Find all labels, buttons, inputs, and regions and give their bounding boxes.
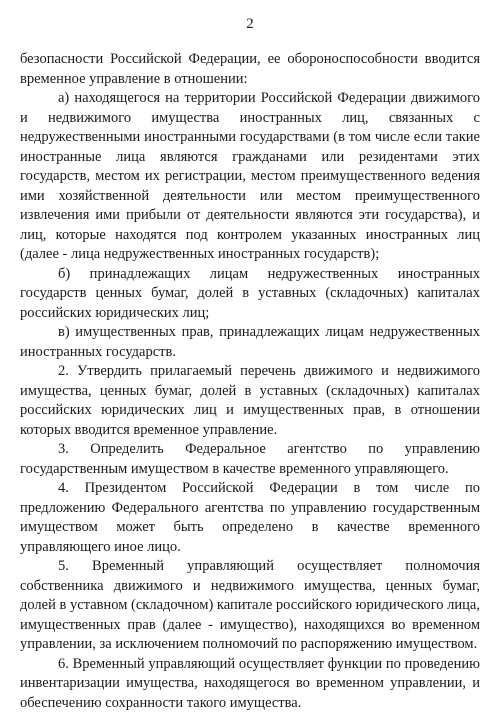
paragraph-point-2: 2. Утвердить прилагаемый перечень движимого и недвижимого имущества, ценных бумаг, долей в уставных (складочных) капиталах российских юридических лиц и имущественных прав, в отношении которых вводится временное управление. — [20, 363, 480, 438]
page-number: 2 — [246, 16, 254, 32]
paragraph-item-b: б) принадлежащих лицам недружественных иностранных государств ценных бумаг, долей в уставных (складочных) капиталах российских юридических лиц; — [20, 265, 480, 321]
paragraph-continuation: безопасности Российской Федерации, ее обороноспособности вводится временное управление в отношении: — [20, 51, 480, 87]
paragraph-item-a: а) находящегося на территории Российской Федерации движимого и недвижимого имущества иностранных лиц, связанных с недружественными иностранными государствами (в том числе если такие иностранные лица являются гражданами или резидентами этих государств, местом их регистрации, местом преимущественного ведения ими хозяйственной деятельности или местом преимущественного извлечения ими прибыли от деятельности являются эти государства), и лиц, которые находятся под контролем указанных иностранных лиц (далее - лица недружественных иностранных государств); — [20, 90, 480, 262]
paragraph-point-4: 4. Президентом Российской Федерации в том числе по предложению Федерального агентства по управлению государственным имуществом может быть определено в качестве временного управляющего иное лицо. — [20, 480, 480, 555]
paragraph-item-v: в) имущественных прав, принадлежащих лицам недружественных иностранных государств. — [20, 324, 480, 360]
paragraph-point-3: 3. Определить Федеральное агентство по управлению государственным имуществом в качестве временного управляющего. — [20, 441, 480, 477]
paragraph-point-5: 5. Временный управляющий осуществляет полномочия собственника движимого и недвижимого имущества, ценных бумаг, долей в уставном (складочном) капитале российского юридического лица, имущественных прав (далее - имущество), находящихся во временном управлении, за исключением полномочий по распоряжению имуществом. — [20, 558, 480, 652]
paragraph-point-6: 6. Временный управляющий осуществляет функции по проведению инвентаризации имущества, находящегося во временном управлении, и обеспечению сохранности такого имущества. — [20, 655, 480, 711]
